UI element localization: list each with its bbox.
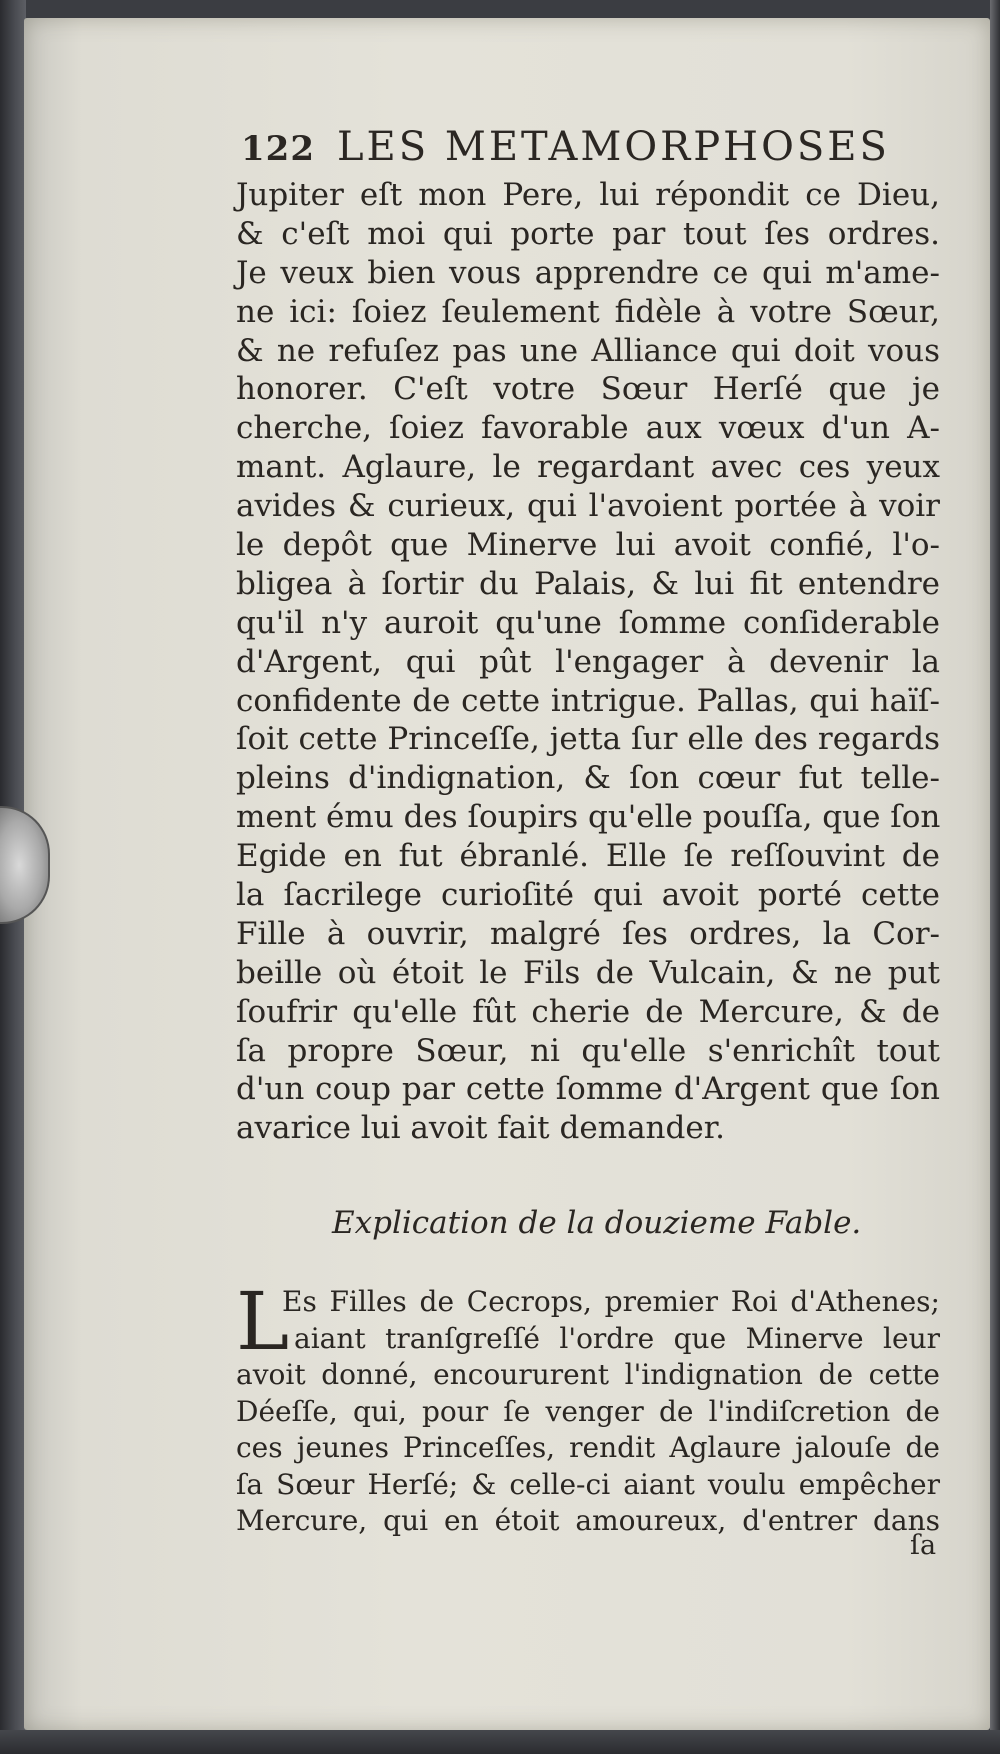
body-line: Je veux bien vous apprendre ce qui m'ame-	[236, 254, 940, 291]
explanation-line: avoit donné, encoururent l'indignation de cette	[236, 1358, 940, 1391]
body-line: Fille à ouvrir, malgré ſes ordres, la Cor-	[236, 915, 940, 952]
body-line: d'un coup par cette ſomme d'Argent que ſon	[236, 1071, 940, 1108]
explanation-line: Mercure, qui en étoit amoureux, d'entrer dans	[236, 1504, 940, 1537]
body-line: Jupiter eſt mon Pere, lui répondit ce Dieu,	[236, 177, 940, 213]
explanation-line: Es Filles de Cecrops, premier Roi d'Athenes;	[282, 1285, 940, 1318]
explanation-line: Déeſſe, qui, pour ſe venger de l'indiſcretion de	[236, 1394, 940, 1428]
body-line: ment ému des ſoupirs qu'elle pouſſa, que ſon	[236, 799, 941, 836]
running-header	[241, 124, 891, 170]
explanation-line: ſa Sœur Herſé; & celle-ci aiant voulu empêcher	[236, 1467, 940, 1501]
body-line: & c'eſt moi qui porte par tout ſes ordres.	[236, 215, 940, 252]
drop-cap: L	[236, 1275, 290, 1368]
body-line: la ſacrilege curioſité qui avoit porté cette	[236, 877, 940, 914]
body-line: honorer. C'eſt votre Sœur Herſé que je	[236, 371, 940, 408]
body-line: confidente de cette intrigue. Pallas, qui haïſ-	[236, 682, 940, 719]
section-heading: Explication de la douzieme Fable.	[332, 1205, 862, 1241]
body-line: d'Argent, qui pût l'engager à devenir la	[236, 643, 940, 680]
body-line: avides & curieux, qui l'avoient portée à voir	[236, 488, 940, 525]
body-line: mant. Aglaure, le regardant avec ces yeux	[236, 449, 940, 486]
page-number: 122	[241, 129, 315, 169]
body-line: le depôt que Minerve lui avoit confié, l'o-	[236, 527, 940, 564]
body-line: bligea à ſortir du Palais, & lui fit entendre	[236, 565, 940, 602]
body-line: pleins d'indignation, & ſon cœur fut telle-	[236, 760, 940, 797]
explanation-line: aiant tranſgreſſé l'ordre que Minerve leur	[294, 1321, 940, 1355]
body-line: avarice lui avoit fait demander.	[236, 1110, 725, 1147]
body-text	[236, 176, 940, 1148]
body-line: qu'il n'y auroit qu'une ſomme conſiderable	[236, 604, 940, 641]
body-line: cherche, ſoiez favorable aux vœux d'un A-	[236, 410, 940, 447]
catchword: ſa	[910, 1530, 937, 1561]
page-edge	[990, 0, 1000, 1754]
body-line: beille où étoit le Fils de Vulcain, & ne put	[236, 954, 940, 991]
explanation-line: ces jeunes Princeſſes, rendit Aglaure jalouſe de	[236, 1431, 940, 1464]
body-line: Egide en fut ébranlé. Elle ſe reſſouvint de	[236, 838, 940, 875]
scan-bottom-border	[0, 1730, 1000, 1754]
explanation-text	[236, 1275, 940, 1540]
body-line: ſoufrir qu'elle fût cherie de Mercure, & de	[236, 993, 940, 1030]
body-line: & ne refuſez pas une Alliance qui doit vous	[236, 332, 940, 369]
body-line: ne ici: ſoiez ſeulement fidèle à votre Sœur,	[236, 293, 940, 330]
body-line: ſoit cette Princeſſe, jetta ſur elle des regards	[236, 721, 940, 758]
running-title: LES METAMORPHOSES	[336, 124, 890, 170]
body-line: ſa propre Sœur, ni qu'elle s'enrichît tout	[236, 1032, 940, 1069]
